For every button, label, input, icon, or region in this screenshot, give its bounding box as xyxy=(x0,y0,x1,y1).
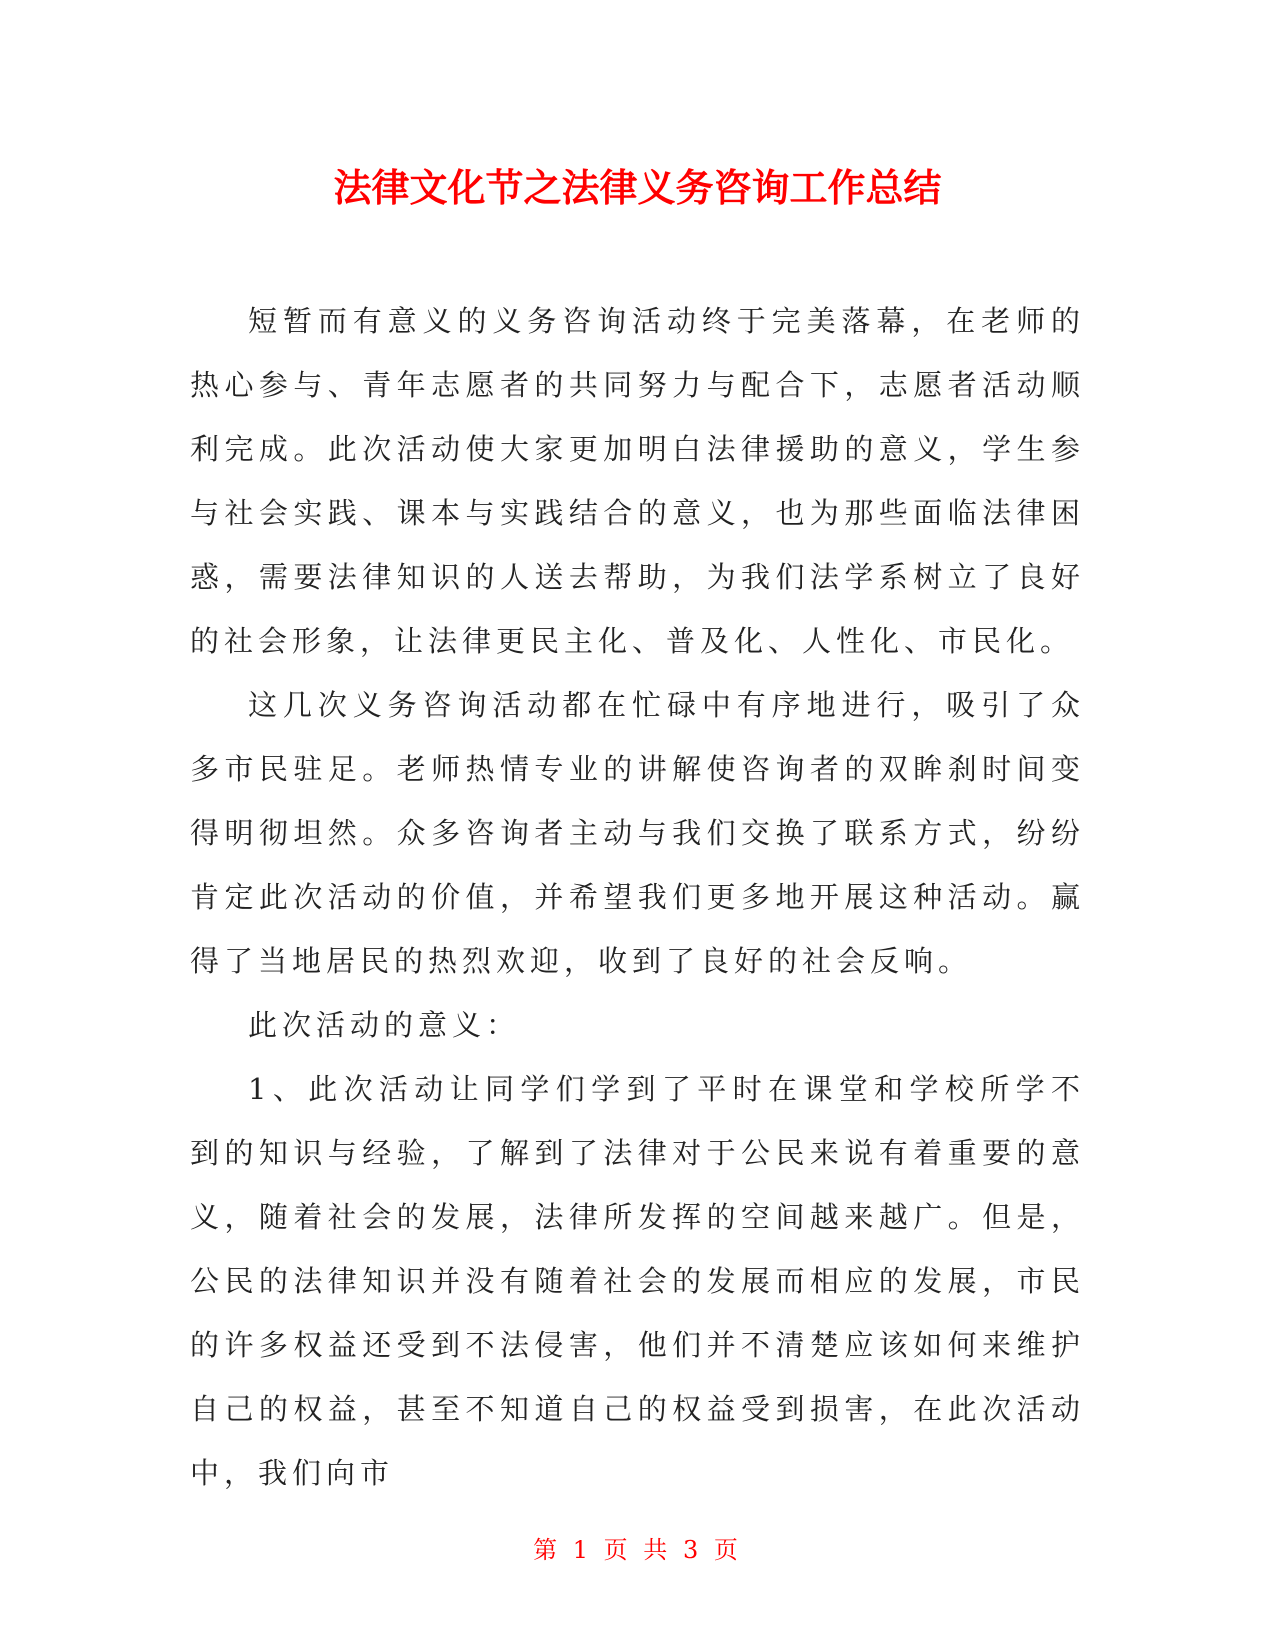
page-number-footer: 第 1 页 共 3 页 xyxy=(533,1536,742,1564)
document-body xyxy=(190,289,1085,1505)
paragraph-3: 此次活动的意义： xyxy=(248,1008,521,1042)
document-title: 法律文化节之法律义务咨询工作总结 xyxy=(333,166,942,210)
paragraph-2: 这几次义务咨询活动都在忙碌中有序地进行，吸引了众多市民驻足。老师热情专业的讲解使咨询者的双眸刹时间变得明彻坦然。众多咨询者主动与我们交换了联系方式，纷纷肯定此次活动的价值，并希望我们更多地开展这种活动。赢得了当地居民的热烈欢迎，收到了良好的社会反响。 xyxy=(190,688,1085,978)
paragraph-1: 短暂而有意义的义务咨询活动终于完美落幕，在老师的热心参与、青年志愿者的共同努力与配合下，志愿者活动顺利完成。此次活动使大家更加明白法律援助的意义，学生参与社会实践、课本与实践结合的意义，也为那些面临法律困惑，需要法律知识的人送去帮助，为我们法学系树立了良好的社会形象，让法律更民主化、普及化、人性化、市民化。 xyxy=(190,304,1085,658)
paragraph-4: 1、此次活动让同学们学到了平时在课堂和学校所学不到的知识与经验，了解到了法律对于公民来说有着重要的意义，随着社会的发展，法律所发挥的空间越来越广。但是，公民的法律知识并没有随着社会的发展而相应的发展，市民的许多权益还受到不法侵害，他们并不清楚应该如何来维护自己的权益，甚至不知道自己的权益受到损害，在此次活动中，我们向市 xyxy=(190,1072,1085,1490)
